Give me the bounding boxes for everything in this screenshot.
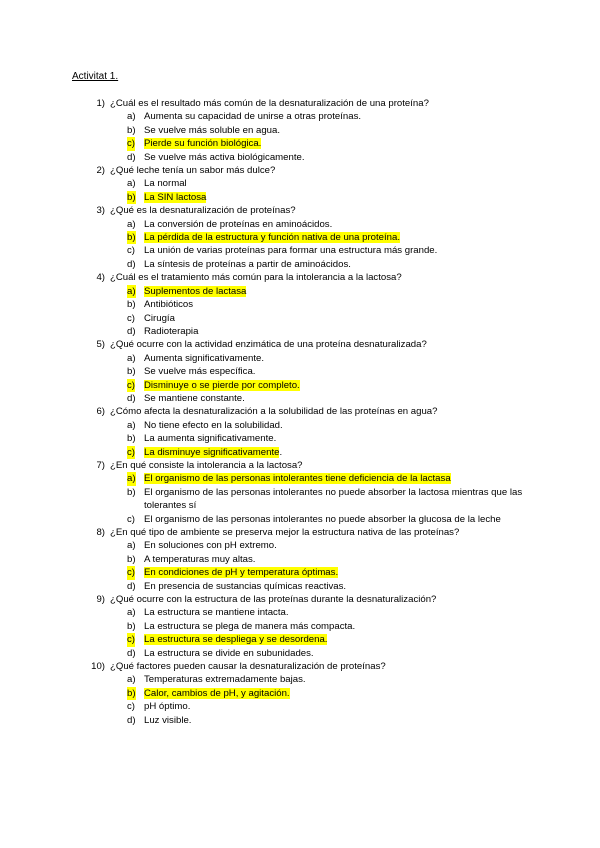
option-body <box>144 700 534 713</box>
option-text: La unión de varias proteínas para formar una estructura más grande. <box>144 245 438 257</box>
option-text: A temperaturas muy altas. <box>144 553 256 565</box>
answer-option <box>0 486 600 513</box>
option-body <box>144 419 534 432</box>
option-body <box>144 285 534 298</box>
question <box>0 526 600 539</box>
question-number: 8) <box>96 527 105 538</box>
answer-option <box>0 352 600 365</box>
option-letter: a) <box>127 111 136 123</box>
answer-option <box>0 124 600 137</box>
question-block <box>0 660 600 727</box>
question-number: 7) <box>96 459 105 471</box>
option-body <box>144 486 534 513</box>
option-letter: b) <box>127 191 136 203</box>
option-body <box>144 312 534 325</box>
answer-option-selected <box>0 231 600 244</box>
question-text: ¿Qué ocurre con la actividad enzimática de una proteína desnaturalizada? <box>110 339 427 351</box>
answer-option <box>0 218 600 231</box>
question-text: ¿Qué ocurre con la estructura de las proteínas durante la desnaturalización? <box>110 594 437 606</box>
option-body <box>144 673 534 686</box>
option-letter: d) <box>127 258 136 270</box>
question-text: ¿En qué tipo de ambiente se preserva mejor la estructura nativa de las proteínas? <box>110 527 460 538</box>
option-text: Temperaturas extremadamente bajas. <box>144 674 306 686</box>
highlighted-answer-text: Suplementos de lactasa <box>144 285 247 297</box>
answer-option <box>0 673 600 686</box>
question-text: ¿Cuál es el tratamiento más común para la intolerancia a la lactosa? <box>110 272 402 284</box>
option-body <box>144 325 534 338</box>
option-text: Se vuelve más activa biológicamente. <box>144 151 305 163</box>
option-body <box>144 472 534 485</box>
option-letter: b) <box>127 232 136 244</box>
option-body <box>144 298 534 311</box>
option-body <box>144 231 534 244</box>
option-letter: d) <box>127 647 136 659</box>
option-text: Cirugía <box>144 312 175 324</box>
option-text: Radioterapia <box>144 325 199 337</box>
option-letter: c) <box>127 567 135 579</box>
highlighted-answer-text: Calor, cambios de pH, y agitación. <box>144 687 290 699</box>
answer-option-selected <box>0 566 600 579</box>
question <box>0 338 600 351</box>
question-number: 2) <box>96 165 105 177</box>
question-number: 6) <box>96 406 105 418</box>
option-body <box>144 379 534 392</box>
option-text: Se vuelve más específica. <box>144 366 256 378</box>
highlighted-answer-text: Pierde su función biológica. <box>144 138 262 150</box>
answer-option <box>0 553 600 566</box>
answer-option-selected <box>0 285 600 298</box>
option-suffix: . <box>279 446 283 458</box>
option-letter: b) <box>127 486 136 498</box>
option-body <box>144 392 534 405</box>
answer-option <box>0 151 600 164</box>
highlighted-answer-text: La SIN lactosa <box>144 191 207 203</box>
option-letter: c) <box>127 701 135 713</box>
option-body <box>144 244 534 257</box>
question-text: ¿En qué consiste la intolerancia a la lactosa? <box>110 459 303 471</box>
option-body <box>144 151 534 164</box>
question-text: ¿Cuál es el resultado más común de la desnaturalización de una proteína? <box>110 98 429 109</box>
option-letter: c) <box>127 245 135 257</box>
question <box>0 660 600 673</box>
highlighted-answer-text: En condiciones de pH y temperatura óptimas. <box>144 567 339 579</box>
option-body <box>144 513 534 526</box>
option-letter: d) <box>127 325 136 337</box>
option-letter: c) <box>127 446 135 458</box>
option-letter: a) <box>127 607 136 619</box>
option-text: Se mantiene constante. <box>144 392 245 404</box>
answer-option <box>0 365 600 378</box>
option-letter: b) <box>127 366 136 378</box>
option-body <box>144 580 534 593</box>
question <box>0 164 600 177</box>
option-letter: d) <box>127 580 136 592</box>
answer-option-selected <box>0 379 600 392</box>
question-block <box>0 271 600 338</box>
question <box>0 405 600 418</box>
option-letter: a) <box>127 674 136 686</box>
answer-option <box>0 244 600 257</box>
option-letter: a) <box>127 285 136 297</box>
highlighted-answer-text: La estructura se despliega y se desordena. <box>144 634 328 646</box>
question-text: ¿Qué leche tenía un sabor más dulce? <box>110 165 276 177</box>
answer-option-selected <box>0 687 600 700</box>
option-body <box>144 124 534 137</box>
option-letter: a) <box>127 178 136 190</box>
question <box>0 593 600 606</box>
answer-option-selected <box>0 137 600 150</box>
option-body <box>144 191 534 204</box>
answer-option-selected <box>0 446 600 459</box>
option-letter: b) <box>127 687 136 699</box>
option-letter: b) <box>127 620 136 632</box>
option-text: La normal <box>144 178 187 190</box>
question-number: 10) <box>91 661 105 673</box>
question-number: 1) <box>96 98 105 109</box>
question <box>0 271 600 284</box>
option-text: Aumenta su capacidad de unirse a otras proteínas. <box>144 111 362 123</box>
question <box>0 459 600 472</box>
option-text: El organismo de las personas intolerantes no puede absorber la glucosa de la leche <box>144 513 501 525</box>
question <box>0 97 600 110</box>
answer-option <box>0 580 600 593</box>
question-block <box>0 593 600 660</box>
question-text: ¿Qué es la desnaturalización de proteínas? <box>110 205 296 217</box>
option-body <box>144 365 534 378</box>
option-text: Se vuelve más soluble en agua. <box>144 124 280 136</box>
answer-option <box>0 419 600 432</box>
answer-option-selected <box>0 472 600 485</box>
option-letter: a) <box>127 352 136 364</box>
option-letter: d) <box>127 714 136 726</box>
option-text: La estructura se divide en subunidades. <box>144 647 314 659</box>
question-number: 5) <box>96 339 105 351</box>
option-letter: a) <box>127 218 136 230</box>
option-letter: d) <box>127 151 136 163</box>
option-letter: b) <box>127 433 136 445</box>
option-letter: b) <box>127 553 136 565</box>
question-block <box>0 526 600 593</box>
answer-option <box>0 312 600 325</box>
question-block <box>0 405 600 459</box>
option-letter: c) <box>127 312 135 324</box>
question <box>0 204 600 217</box>
option-body <box>144 620 534 633</box>
answer-option <box>0 606 600 619</box>
option-letter: c) <box>127 513 135 525</box>
option-body <box>144 352 534 365</box>
question-list <box>0 97 600 727</box>
page-title: Activitat 1. <box>72 71 119 82</box>
option-text: Luz visible. <box>144 714 192 726</box>
option-text: El organismo de las personas intolerantes no puede absorber la lactosa mientras que las tolerantes sí <box>144 486 523 512</box>
option-body <box>144 137 534 150</box>
question-block <box>0 338 600 405</box>
option-letter: d) <box>127 392 136 404</box>
answer-option-selected <box>0 191 600 204</box>
option-body <box>144 647 534 660</box>
question-number: 3) <box>96 205 105 217</box>
answer-option <box>0 432 600 445</box>
option-body <box>144 258 534 271</box>
answer-option <box>0 620 600 633</box>
option-body <box>144 687 534 700</box>
question-text: ¿Cómo afecta la desnaturalización a la solubilidad de las proteínas en agua? <box>110 406 438 418</box>
option-text: No tiene efecto en la solubilidad. <box>144 419 283 431</box>
option-text: La síntesis de proteínas a partir de aminoácidos. <box>144 258 351 270</box>
question-text: ¿Qué factores pueden causar la desnaturalización de proteínas? <box>110 661 386 673</box>
answer-option <box>0 647 600 660</box>
option-letter: a) <box>127 419 136 431</box>
question-block <box>0 97 600 164</box>
question-number: 9) <box>96 594 105 606</box>
option-text: La estructura se plega de manera más compacta. <box>144 620 356 632</box>
option-text: Antibióticos <box>144 299 194 311</box>
option-text: pH óptimo. <box>144 701 191 713</box>
highlighted-answer-text: El organismo de las personas intolerantes tiene deficiencia de la lactasa <box>144 473 451 485</box>
answer-option <box>0 714 600 727</box>
option-letter: a) <box>127 540 136 552</box>
option-body <box>144 218 534 231</box>
highlighted-answer-text: La disminuye significativamente <box>144 446 280 458</box>
option-text: La conversión de proteínas en aminoácidos. <box>144 218 333 230</box>
option-text: La aumenta significativamente. <box>144 433 277 445</box>
option-body <box>144 432 534 445</box>
question-block <box>0 459 600 526</box>
highlighted-answer-text: Disminuye o se pierde por completo. <box>144 379 300 391</box>
answer-option <box>0 513 600 526</box>
option-body <box>144 177 534 190</box>
answer-option <box>0 177 600 190</box>
question-block <box>0 204 600 271</box>
option-letter: c) <box>127 138 135 150</box>
option-text: En soluciones con pH extremo. <box>144 540 277 552</box>
option-text: La estructura se mantiene intacta. <box>144 607 289 619</box>
answer-option <box>0 392 600 405</box>
option-body <box>144 553 534 566</box>
answer-option <box>0 700 600 713</box>
option-letter: a) <box>127 473 136 485</box>
option-body <box>144 539 534 552</box>
option-body <box>144 714 534 727</box>
answer-option <box>0 325 600 338</box>
answer-option <box>0 258 600 271</box>
option-letter: b) <box>127 299 136 311</box>
option-body <box>144 633 534 646</box>
option-body <box>144 446 534 459</box>
answer-option <box>0 298 600 311</box>
option-body <box>144 566 534 579</box>
option-letter: c) <box>127 634 135 646</box>
answer-option-selected <box>0 633 600 646</box>
option-body <box>144 606 534 619</box>
answer-option <box>0 110 600 123</box>
option-letter: c) <box>127 379 135 391</box>
highlighted-answer-text: La pérdida de la estructura y función nativa de una proteína. <box>144 232 401 244</box>
option-letter: b) <box>127 124 136 136</box>
option-body <box>144 110 534 123</box>
option-text: En presencia de sustancias químicas reactivas. <box>144 580 347 592</box>
question-number: 4) <box>96 272 105 284</box>
answer-option <box>0 539 600 552</box>
option-text: Aumenta significativamente. <box>144 352 264 364</box>
question-block <box>0 164 600 204</box>
